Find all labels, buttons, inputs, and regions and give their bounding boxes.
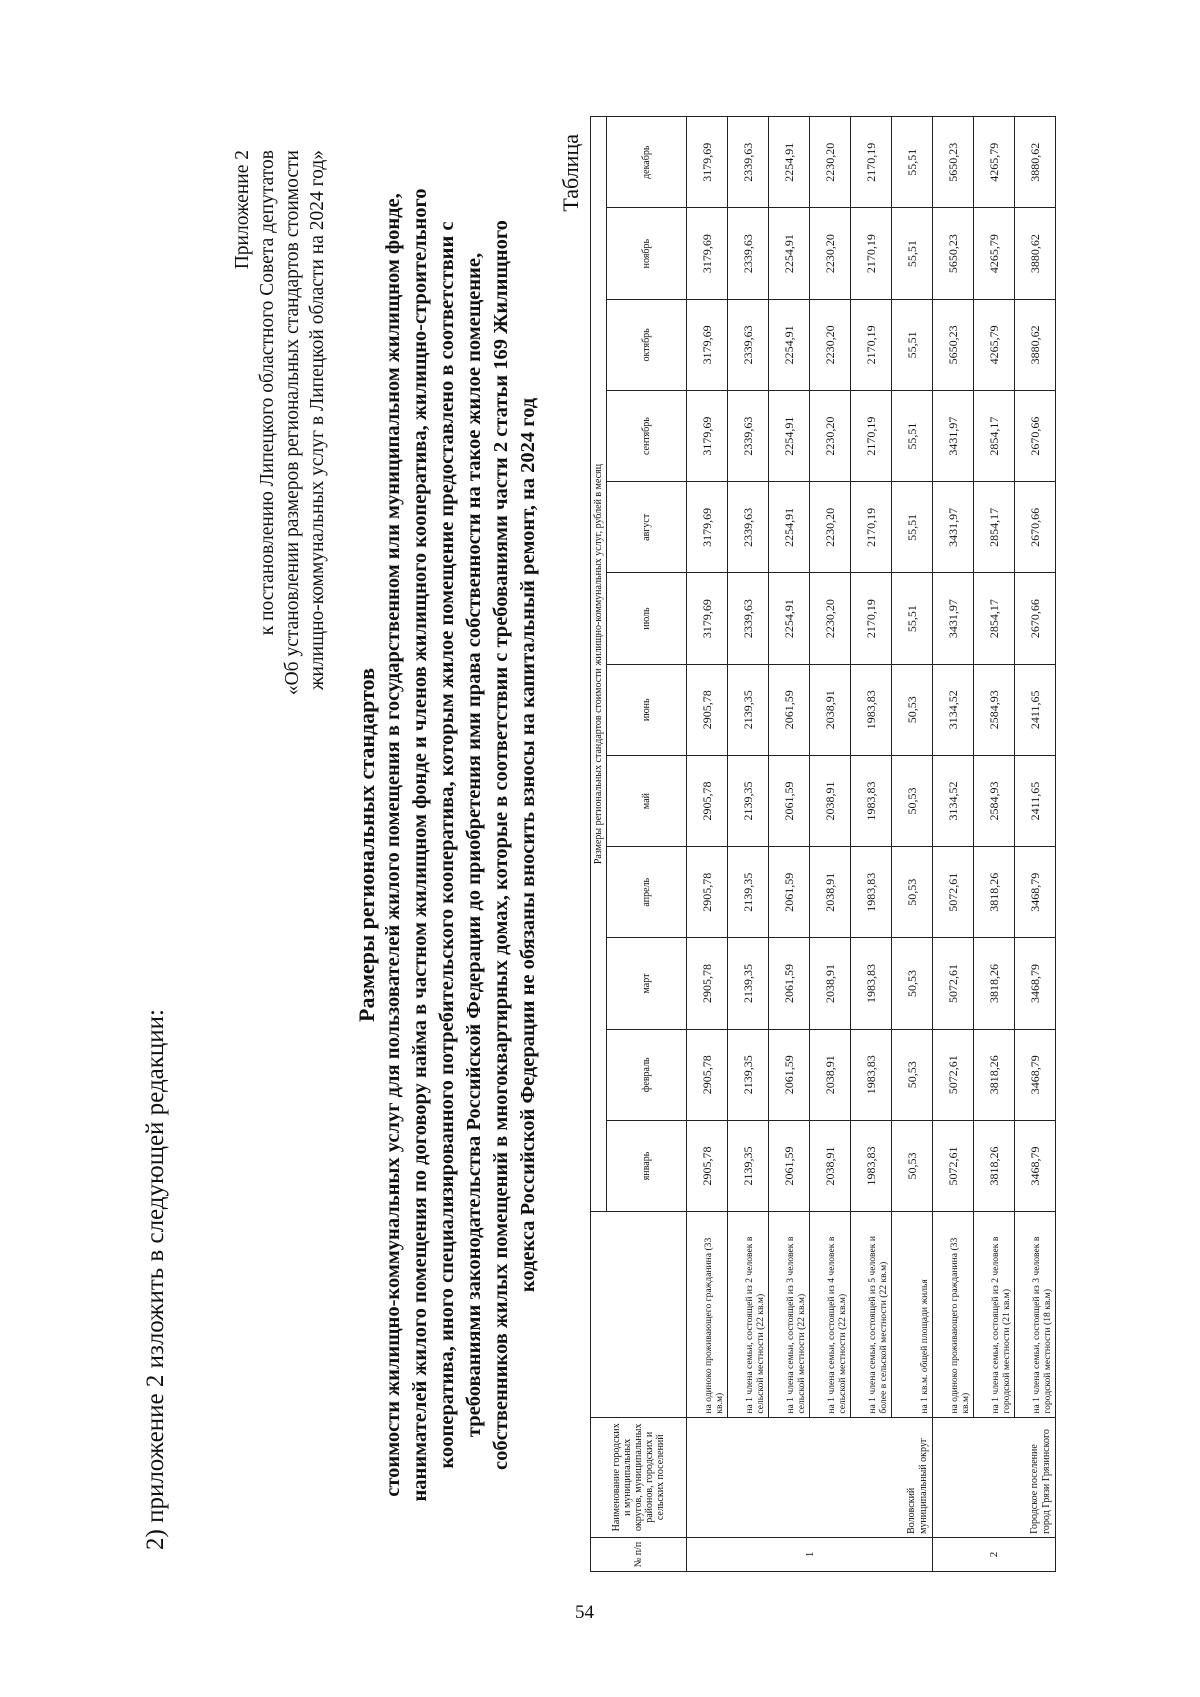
value-cell: 4265,79 — [974, 299, 1015, 390]
value-cell: 2230,20 — [810, 299, 851, 390]
value-cell: 2905,78 — [687, 1029, 728, 1120]
value-cell: 3179,69 — [687, 299, 728, 390]
value-cell: 1983,83 — [851, 1029, 892, 1120]
header-month: август — [607, 482, 687, 573]
value-cell: 3468,79 — [1015, 847, 1056, 938]
value-cell: 55,51 — [892, 573, 933, 664]
value-cell: 2061,59 — [769, 755, 810, 846]
value-cell: 3179,69 — [687, 208, 728, 299]
value-cell: 50,53 — [892, 847, 933, 938]
value-cell: 2905,78 — [687, 847, 728, 938]
value-cell: 3431,97 — [933, 390, 974, 481]
value-cell: 2170,19 — [851, 299, 892, 390]
value-cell: 2038,91 — [810, 1120, 851, 1211]
value-cell: 5650,23 — [933, 117, 974, 209]
value-cell: 2170,19 — [851, 208, 892, 299]
value-cell: 5072,61 — [933, 847, 974, 938]
title-line-1: стоимости жилищно-коммунальных услуг для пользователей жилого помещения в государственном или муниципальном жилищном фонде, — [382, 193, 404, 1497]
value-cell: 3134,52 — [933, 755, 974, 846]
value-cell: 3818,26 — [974, 1029, 1015, 1120]
value-cell: 2670,66 — [1015, 390, 1056, 481]
value-cell: 2230,20 — [810, 208, 851, 299]
row-number: 1 — [687, 1537, 933, 1571]
value-cell: 4265,79 — [974, 208, 1015, 299]
value-cell: 2339,63 — [728, 482, 769, 573]
appendix-line-1: к постановлению Липецкого областного Совета депутатов — [257, 150, 278, 636]
value-cell: 3179,69 — [687, 390, 728, 481]
value-cell: 3179,69 — [687, 117, 728, 209]
value-cell: 2254,91 — [769, 299, 810, 390]
table-row — [892, 117, 933, 1572]
appendix-header — [230, 150, 330, 695]
value-cell: 2170,19 — [851, 482, 892, 573]
value-cell: 3880,62 — [1015, 117, 1056, 209]
header-name: Наименование городских и муниципальных округов, муниципальных районов, городских и сельских поселений — [591, 1417, 687, 1537]
value-cell: 3431,97 — [933, 482, 974, 573]
value-cell: 2038,91 — [810, 847, 851, 938]
value-cell: 5650,23 — [933, 208, 974, 299]
value-cell: 3818,26 — [974, 938, 1015, 1029]
value-cell: 2905,78 — [687, 664, 728, 755]
value-cell: 2254,91 — [769, 573, 810, 664]
value-cell: 55,51 — [892, 208, 933, 299]
value-cell: 2139,35 — [728, 938, 769, 1029]
value-cell: 1983,83 — [851, 664, 892, 755]
value-cell: 2254,91 — [769, 208, 810, 299]
value-cell: 2230,20 — [810, 573, 851, 664]
appendix-line-2: «Об установлении размеров региональных стандартов стоимости — [282, 150, 303, 696]
value-cell: 55,51 — [892, 299, 933, 390]
table-row — [687, 117, 728, 1572]
header-month: сентябрь — [607, 390, 687, 481]
category-cell: на одиноко проживающего гражданина (33 кв.м) — [933, 1212, 974, 1418]
value-cell: 2584,93 — [974, 755, 1015, 846]
value-cell: 2339,63 — [728, 299, 769, 390]
value-cell: 2038,91 — [810, 755, 851, 846]
value-cell: 50,53 — [892, 1029, 933, 1120]
value-cell: 2139,35 — [728, 755, 769, 846]
table-row — [728, 117, 769, 1572]
table-header-row-1 — [591, 117, 607, 1572]
value-cell: 2038,91 — [810, 938, 851, 1029]
appendix-heading: Приложение 2 — [232, 150, 253, 270]
header-month: октябрь — [607, 299, 687, 390]
value-cell: 2339,63 — [728, 117, 769, 209]
table-body — [687, 117, 1056, 1572]
value-cell: 55,51 — [892, 390, 933, 481]
value-cell: 2339,63 — [728, 208, 769, 299]
category-cell: на 1 члена семьи, состоящей из 2 человек в городской местности (21 кв.м) — [974, 1212, 1015, 1418]
table-row — [851, 117, 892, 1572]
title-main: Размеры региональных стандартов — [354, 668, 379, 1022]
header-month: ноябрь — [607, 208, 687, 299]
page-number: 54 — [575, 1602, 594, 1623]
value-cell: 2254,91 — [769, 390, 810, 481]
value-cell: 2170,19 — [851, 573, 892, 664]
value-cell: 50,53 — [892, 1120, 933, 1211]
document-title — [353, 130, 542, 1560]
table-label: Таблица — [558, 134, 583, 212]
intro-text: 2) приложение 2 изложить в следующей редакции: — [142, 1009, 169, 1550]
value-cell: 1983,83 — [851, 1120, 892, 1211]
value-cell: 2339,63 — [728, 573, 769, 664]
value-cell: 2584,93 — [974, 664, 1015, 755]
table-row — [933, 117, 974, 1572]
value-cell: 3134,52 — [933, 664, 974, 755]
value-cell: 3468,79 — [1015, 1029, 1056, 1120]
value-cell: 3468,79 — [1015, 938, 1056, 1029]
title-line-2: нанимателей жилого помещения по договору найма в частном жилищном фонде и членов жилищного кооператива, жилищно-строительного — [409, 188, 431, 1502]
category-cell: на 1 члена семьи, состоящей из 2 человек в сельской местности (22 кв.м) — [728, 1212, 769, 1418]
appendix-line-3: жилищно-коммунальных услуг в Липецкой области на 2024 год» — [307, 150, 328, 690]
value-cell: 2061,59 — [769, 1120, 810, 1211]
value-cell: 2170,19 — [851, 117, 892, 209]
category-cell: на 1 члена семьи, состоящей из 3 человек в сельской местности (22 кв.м) — [769, 1212, 810, 1418]
value-cell: 2139,35 — [728, 664, 769, 755]
value-cell: 2854,17 — [974, 390, 1015, 481]
value-cell: 2854,17 — [974, 482, 1015, 573]
value-cell: 2061,59 — [769, 847, 810, 938]
value-cell: 2061,59 — [769, 664, 810, 755]
value-cell: 2339,63 — [728, 390, 769, 481]
value-cell: 50,53 — [892, 664, 933, 755]
value-cell: 3179,69 — [687, 482, 728, 573]
value-cell: 3880,62 — [1015, 208, 1056, 299]
value-cell: 2905,78 — [687, 938, 728, 1029]
title-line-6: кодекса Российской Федерации не обязаны вносить взносы на капитальный ремонт, на 2024 год — [517, 397, 539, 1293]
value-cell: 3179,69 — [687, 573, 728, 664]
value-cell: 3880,62 — [1015, 299, 1056, 390]
value-cell: 5072,61 — [933, 1029, 974, 1120]
header-month: май — [607, 755, 687, 846]
category-cell: на 1 члена семьи, состоящей из 4 человек в сельской местности (22 кв.м) — [810, 1212, 851, 1418]
value-cell: 2905,78 — [687, 755, 728, 846]
value-cell: 50,53 — [892, 938, 933, 1029]
standards-table — [590, 116, 1056, 1572]
header-month: декабрь — [607, 117, 687, 209]
rotated-landscape-content — [120, 120, 1100, 1580]
header-month: март — [607, 938, 687, 1029]
value-cell: 55,51 — [892, 117, 933, 209]
value-cell: 2254,91 — [769, 117, 810, 209]
header-month: январь — [607, 1120, 687, 1211]
table-row — [810, 117, 851, 1572]
municipality-name: Городское поселение город Грязи Грязинского — [933, 1417, 1056, 1537]
value-cell: 2170,19 — [851, 390, 892, 481]
value-cell: 5072,61 — [933, 1120, 974, 1211]
header-month: февраль — [607, 1029, 687, 1120]
value-cell: 2061,59 — [769, 938, 810, 1029]
header-month: апрель — [607, 847, 687, 938]
row-number: 2 — [933, 1537, 1056, 1571]
value-cell: 2670,66 — [1015, 573, 1056, 664]
value-cell: 2038,91 — [810, 664, 851, 755]
title-line-4: требованиями законодательства Российской Федерации до приобретения ими права собственности на такое жилое помещение, — [463, 252, 485, 1438]
header-group: Размеры региональных стандартов стоимости жилищно-коммунальных услуг, рублей в месяц — [591, 117, 607, 1212]
value-cell: 1983,83 — [851, 938, 892, 1029]
value-cell: 5650,23 — [933, 299, 974, 390]
value-cell: 2230,20 — [810, 482, 851, 573]
title-line-3: кооператива, иного специализированного потребительского кооператива, которым жилое помещение предоставлено в соответствии с — [436, 221, 458, 1469]
value-cell: 3818,26 — [974, 847, 1015, 938]
value-cell: 3431,97 — [933, 573, 974, 664]
value-cell: 2411,65 — [1015, 664, 1056, 755]
value-cell: 2854,17 — [974, 573, 1015, 664]
value-cell: 3468,79 — [1015, 1120, 1056, 1211]
value-cell: 4265,79 — [974, 117, 1015, 209]
category-cell: на 1 члена семьи, состоящей из 3 человек в городской местности (18 кв.м) — [1015, 1212, 1056, 1418]
header-month: июль — [607, 573, 687, 664]
value-cell: 2139,35 — [728, 1029, 769, 1120]
value-cell: 2905,78 — [687, 1120, 728, 1211]
value-cell: 3818,26 — [974, 1120, 1015, 1211]
value-cell: 2061,59 — [769, 1029, 810, 1120]
municipality-name: Воловский муниципальный округ — [687, 1417, 933, 1537]
category-cell: на 1 члена семьи, состоящей из 5 человек и более в сельской местности (22 кв.м) — [851, 1212, 892, 1418]
title-line-5: собственников жилых помещений в многоквартирных домах, которые в соответствии с требованиями части 2 статьи 169 Жилищного — [490, 220, 512, 1470]
category-cell: на одиноко проживающего гражданина (33 кв.м) — [687, 1212, 728, 1418]
header-month: июнь — [607, 664, 687, 755]
table-row — [769, 117, 810, 1572]
value-cell: 2139,35 — [728, 1120, 769, 1211]
value-cell: 2411,65 — [1015, 755, 1056, 846]
header-num: № п/п — [591, 1537, 687, 1571]
value-cell: 1983,83 — [851, 755, 892, 846]
value-cell: 2038,91 — [810, 1029, 851, 1120]
table-row — [1015, 117, 1056, 1572]
table-row — [974, 117, 1015, 1572]
value-cell: 55,51 — [892, 482, 933, 573]
value-cell: 1983,83 — [851, 847, 892, 938]
category-cell: на 1 кв.м. общей площади жилья — [892, 1212, 933, 1418]
value-cell: 5072,61 — [933, 938, 974, 1029]
value-cell: 50,53 — [892, 755, 933, 846]
value-cell: 2139,35 — [728, 847, 769, 938]
header-category — [591, 1212, 687, 1418]
value-cell: 2230,20 — [810, 390, 851, 481]
value-cell: 2230,20 — [810, 117, 851, 209]
value-cell: 2254,91 — [769, 482, 810, 573]
value-cell: 2670,66 — [1015, 482, 1056, 573]
